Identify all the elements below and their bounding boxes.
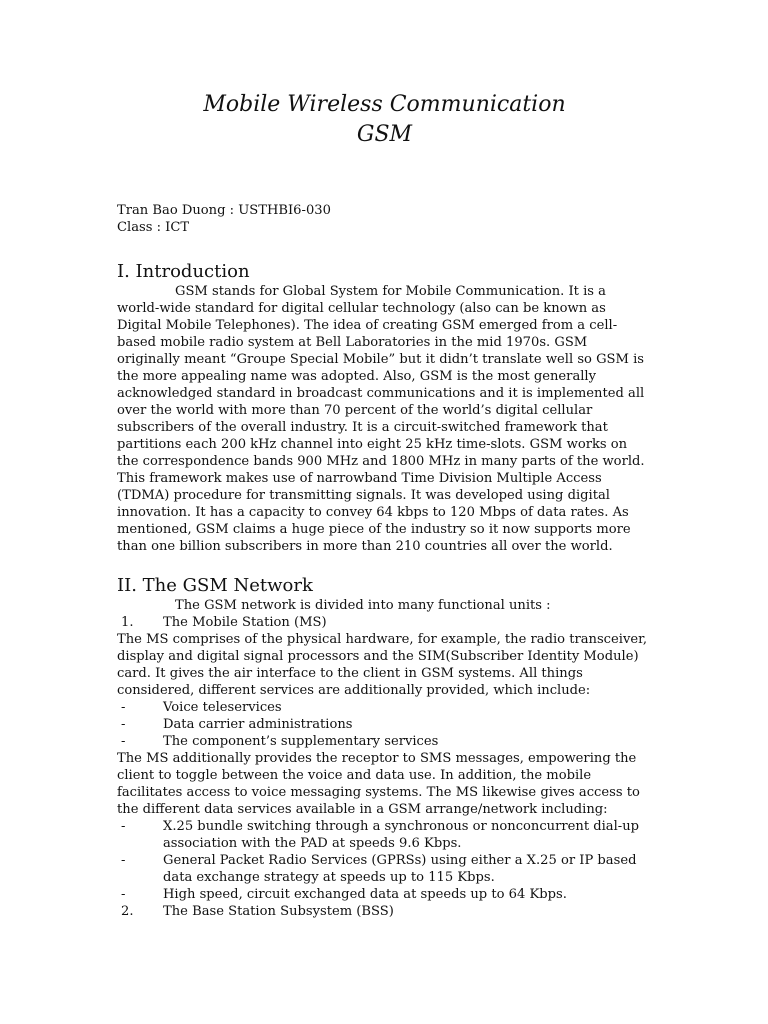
- introduction-paragraph: GSM stands for Global System for Mobile Communication. It is a world-wide standard for digital cellular technology (also can be known as Digital Mobile Telephones). The idea of creating GSM emerged from a cell-based mobile radio system at Bell Laboratories in the mid 1970s. GSM originally meant “Groupe Special Mobile” but it didn’t translate well so GSM is the more appealing name was adopted. Also, GSM is the most generally acknowledged standard in broadcast communications and it is implemented all over the world with more than 70 percent of the world’s digital cellular subscribers of the overall industry. It is a circuit-switched framework that partitions each 200 kHz channel into eight 25 kHz time-slots. GSM works on the correspondence bands 900 MHz and 1800 MHz in many parts of the world. This framework makes use of narrowband Time Division Multiple Access (TDMA) procedure for transmitting signals. It was developed using digital innovation. It has a capacity to convey 64 kbps to 120 Mbps of data rates. As mentioned, GSM claims a huge piece of the industry so it now supports more than one billion subscribers in more than 210 countries all over the world.: [117, 284, 645, 554]
- list-item-text: The Base Station Subsystem (BSS): [163, 904, 394, 919]
- list-item: [117, 699, 652, 716]
- list-marker: 2.: [121, 904, 134, 919]
- list-marker: 1.: [121, 615, 134, 630]
- services-list: [117, 699, 652, 750]
- gsm-network-intro: The GSM network is divided into many functional units :: [175, 598, 551, 613]
- author-class: Class : ICT: [117, 220, 190, 235]
- bullet-dash: -: [121, 734, 126, 749]
- bullet-dash: -: [121, 853, 126, 868]
- list-item-text: Voice teleservices: [163, 700, 282, 715]
- document-title: [117, 90, 652, 150]
- title-line-1: Mobile Wireless Communication: [203, 92, 566, 117]
- section-heading-introduction: I. Introduction: [117, 261, 250, 282]
- list-item-text: The Mobile Station (MS): [163, 615, 327, 630]
- data-services-list: [117, 818, 652, 903]
- list-item-text: X.25 bundle switching through a synchronous or nonconcurrent dial-up association with the PAD at speeds 9.6 Kbps.: [163, 819, 640, 851]
- list-item: [117, 733, 652, 750]
- section-heading-gsm-network: II. The GSM Network: [117, 575, 313, 596]
- bullet-dash: -: [121, 700, 126, 715]
- bullet-dash: -: [121, 819, 126, 834]
- list-item: [117, 886, 652, 903]
- list-item-text: General Packet Radio Services (GPRSs) using either a X.25 or IP based data exchange strategy at speeds up to 115 Kbps.: [163, 853, 637, 885]
- author-name: Tran Bao Duong : USTHBI6-030: [117, 203, 331, 218]
- ms-paragraph-2: The MS additionally provides the receptor to SMS messages, empowering the client to toggle between the voice and data use. In addition, the mobile facilitates access to voice messaging systems. The MS likewise gives access to the different data services available in a GSM arrange/network including:: [117, 751, 640, 817]
- numbered-item-mobile-station: [117, 614, 652, 631]
- list-item: [117, 818, 652, 852]
- bullet-dash: -: [121, 717, 126, 732]
- list-item: [117, 716, 652, 733]
- bullet-dash: -: [121, 887, 126, 902]
- list-item-text: High speed, circuit exchanged data at speeds up to 64 Kbps.: [163, 887, 567, 902]
- list-item: [117, 852, 652, 886]
- numbered-item-base-station-subsystem: [117, 903, 652, 920]
- list-item-text: Data carrier administrations: [163, 717, 353, 732]
- ms-paragraph: The MS comprises of the physical hardware, for example, the radio transceiver, display and digital signal processors and the SIM(Subscriber Identity Module) card. It gives the air interface to the client in GSM systems. All things considered, different services are additionally provided, which include:: [117, 632, 648, 698]
- author-block: [117, 202, 652, 236]
- list-item-text: The component’s supplementary services: [163, 734, 439, 749]
- title-line-2: GSM: [356, 122, 413, 147]
